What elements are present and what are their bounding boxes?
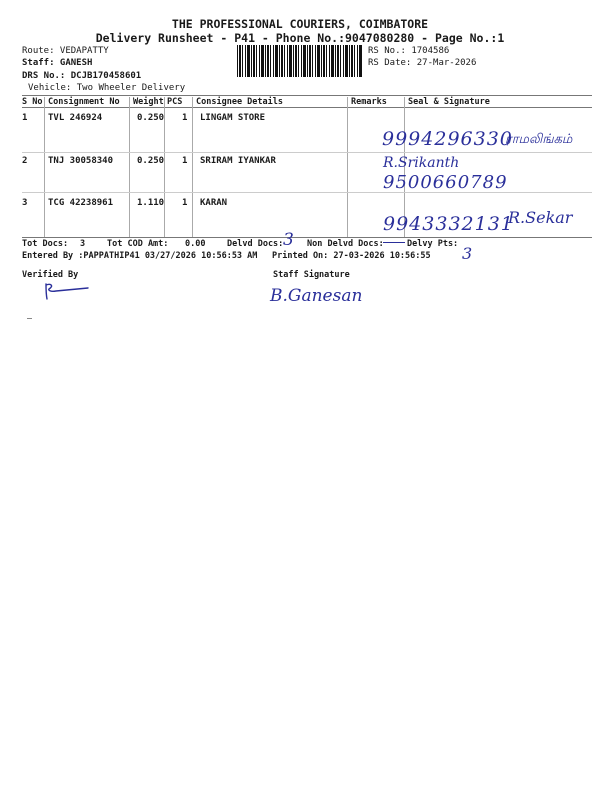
- entered-by: Entered By :PAPPATHIP41 03/27/2026 10:56:53 AM: [22, 251, 258, 261]
- col-divider: [129, 97, 130, 238]
- rs-number: RS No.: 1704586: [368, 46, 450, 56]
- runsheet-subtitle: Delivery Runsheet - P41 - Phone No.:9047080280 - Page No.:1: [95, 31, 505, 45]
- vehicle-label: Vehicle: Two Wheeler Delivery: [28, 83, 186, 93]
- non-delvd-docs-label: Non Delvd Docs:: [307, 239, 384, 249]
- table-bottom-rule: [22, 237, 592, 238]
- row-consignee: SRIRAM IYANKAR: [200, 156, 276, 166]
- row-consignment: TVL 246924: [48, 113, 103, 123]
- company-title: THE PROFESSIONAL COURIERS, COIMBATORE: [171, 17, 429, 31]
- handwritten-phone: 9943332131: [383, 213, 514, 235]
- handwritten-dash: [383, 242, 405, 243]
- handwritten-phone: 9994296330: [382, 128, 513, 150]
- col-header-pcs: PCS: [167, 97, 183, 107]
- barcode-icon: [237, 45, 362, 77]
- handwritten-signature: ராமலிங்கம்: [505, 132, 573, 147]
- row-consignment: TCG 42238961: [48, 198, 114, 208]
- row-weight: 0.250: [137, 113, 165, 123]
- row-pcs: 1: [182, 198, 188, 208]
- row-consignment: TNJ 30058340: [48, 156, 114, 166]
- tot-cod-value: 0.00: [185, 239, 206, 249]
- handwritten-delvy-pts: 3: [462, 244, 473, 263]
- tot-cod-label: Tot COD Amt:: [107, 239, 169, 249]
- row-sno: 3: [22, 198, 28, 208]
- col-header-sno: S No: [22, 97, 43, 107]
- col-header-remarks: Remarks: [351, 97, 387, 107]
- row-consignee: LINGAM STORE: [200, 113, 266, 123]
- tot-docs-value: 3: [80, 239, 86, 249]
- scan-speck: [27, 318, 32, 319]
- table-header-rule: [22, 107, 592, 108]
- row-weight: 0.250: [137, 156, 165, 166]
- delvy-pts-label: Delvy Pts:: [407, 239, 459, 249]
- col-divider: [347, 97, 348, 238]
- row-sno: 2: [22, 156, 28, 166]
- verified-by-label: Verified By: [22, 270, 79, 280]
- staff-label: Staff: GANESH: [22, 58, 93, 68]
- drs-number: DRS No.: DCJB170458601: [22, 71, 142, 81]
- table-top-rule: [22, 95, 592, 96]
- row-consignee: KARAN: [200, 198, 228, 208]
- handwritten-phone: 9500660789: [383, 172, 508, 193]
- verifier-signature-icon: [40, 280, 95, 302]
- delvd-docs-label: Delvd Docs:: [227, 239, 284, 249]
- handwritten-signature: R.Sekar: [508, 208, 573, 227]
- route-label: Route: VEDAPATTY: [22, 46, 109, 56]
- staff-signature-label: Staff Signature: [273, 270, 350, 280]
- col-divider: [164, 97, 165, 238]
- col-header-consignee: Consignee Details: [196, 97, 283, 107]
- col-divider: [192, 97, 193, 238]
- col-divider: [44, 97, 45, 238]
- col-header-consignment: Consignment No: [48, 97, 120, 107]
- tot-docs-label: Tot Docs:: [22, 239, 69, 249]
- col-header-weight: Weight: [133, 97, 164, 107]
- staff-handwritten-signature: B.Ganesan: [270, 286, 363, 306]
- row-weight: 1.110: [137, 198, 165, 208]
- row-sno: 1: [22, 113, 28, 123]
- printed-on: Printed On: 27-03-2026 10:56:55: [272, 251, 431, 261]
- row-pcs: 1: [182, 113, 188, 123]
- handwritten-signature: R.Srikanth: [383, 155, 460, 171]
- row-divider: [22, 152, 592, 153]
- row-pcs: 1: [182, 156, 188, 166]
- col-header-seal: Seal & Signature: [408, 97, 490, 107]
- rs-date: RS Date: 27-Mar-2026: [368, 58, 477, 68]
- handwritten-delvd-count: 3: [283, 230, 294, 250]
